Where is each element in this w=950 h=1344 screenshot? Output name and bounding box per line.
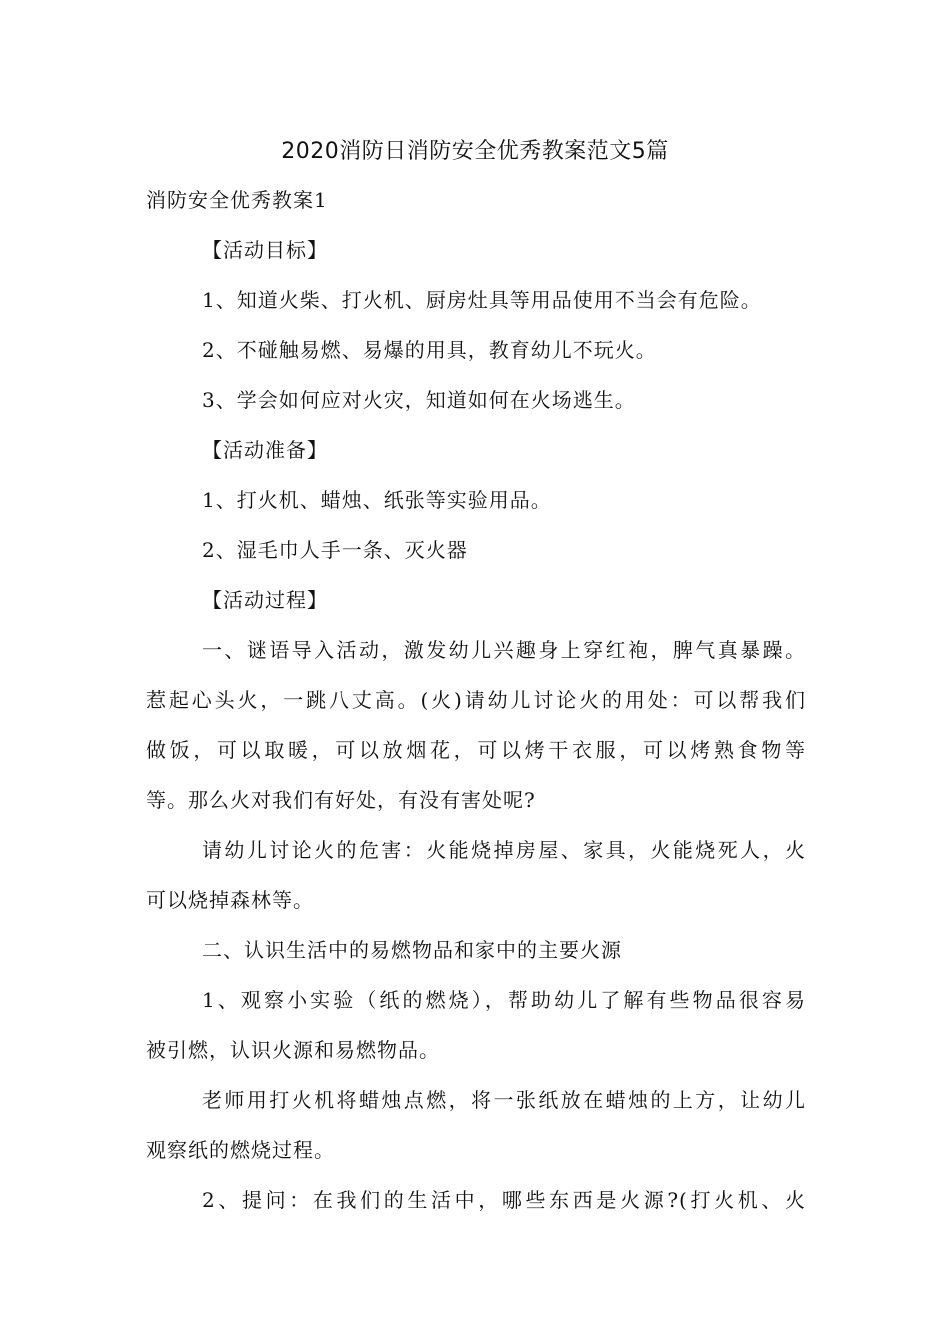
subheading-preparation: 【活动准备】 bbox=[202, 438, 328, 462]
paragraph-line: 1、知道火柴、打火机、厨房灶具等用品使用不当会有危险。 bbox=[202, 288, 762, 312]
paragraph-line: 观察纸的燃烧过程。 bbox=[146, 1138, 335, 1162]
subheading-goals: 【活动目标】 bbox=[202, 238, 328, 262]
paragraph-line: 2、不碰触易燃、易爆的用具，教育幼儿不玩火。 bbox=[202, 338, 657, 362]
paragraph-line: 请幼儿讨论火的危害：火能烧掉房屋、家具，火能烧死人，火 bbox=[202, 838, 806, 862]
document-title: 2020消防日消防安全优秀教案范文5篇 bbox=[281, 139, 669, 164]
paragraph-line: 2、湿毛巾人手一条、灭火器 bbox=[202, 538, 468, 562]
paragraph-line: 3、学会如何应对火灾，知道如何在火场逃生。 bbox=[202, 388, 636, 412]
paragraph-line: 1、观察小实验（纸的燃烧），帮助幼儿了解有些物品很容易 bbox=[202, 988, 806, 1012]
paragraph-line: 可以烧掉森林等。 bbox=[146, 888, 314, 912]
paragraph-line: 二、认识生活中的易燃物品和家中的主要火源 bbox=[202, 938, 622, 962]
paragraph-line: 被引燃，认识火源和易燃物品。 bbox=[146, 1038, 440, 1062]
paragraph-line: 1、打火机、蜡烛、纸张等实验用品。 bbox=[202, 488, 552, 512]
paragraph-line: 等。那么火对我们有好处，有没有害处呢? bbox=[146, 788, 536, 812]
paragraph-line: 做饭，可以取暖，可以放烟花，可以烤干衣服，可以烤熟食物等 bbox=[146, 738, 806, 762]
section-heading: 消防安全优秀教案1 bbox=[146, 188, 328, 212]
paragraph-line: 一、谜语导入活动，激发幼儿兴趣身上穿红袍，脾气真暴躁。 bbox=[202, 638, 806, 662]
paragraph-line: 2、提问：在我们的生活中，哪些东西是火源?(打火机、火 bbox=[202, 1188, 806, 1212]
paragraph-line: 老师用打火机将蜡烛点燃，将一张纸放在蜡烛的上方，让幼儿 bbox=[202, 1088, 806, 1112]
subheading-process: 【活动过程】 bbox=[202, 588, 328, 612]
paragraph-line: 惹起心头火，一跳八丈高。(火)请幼儿讨论火的用处：可以帮我们 bbox=[146, 688, 806, 712]
